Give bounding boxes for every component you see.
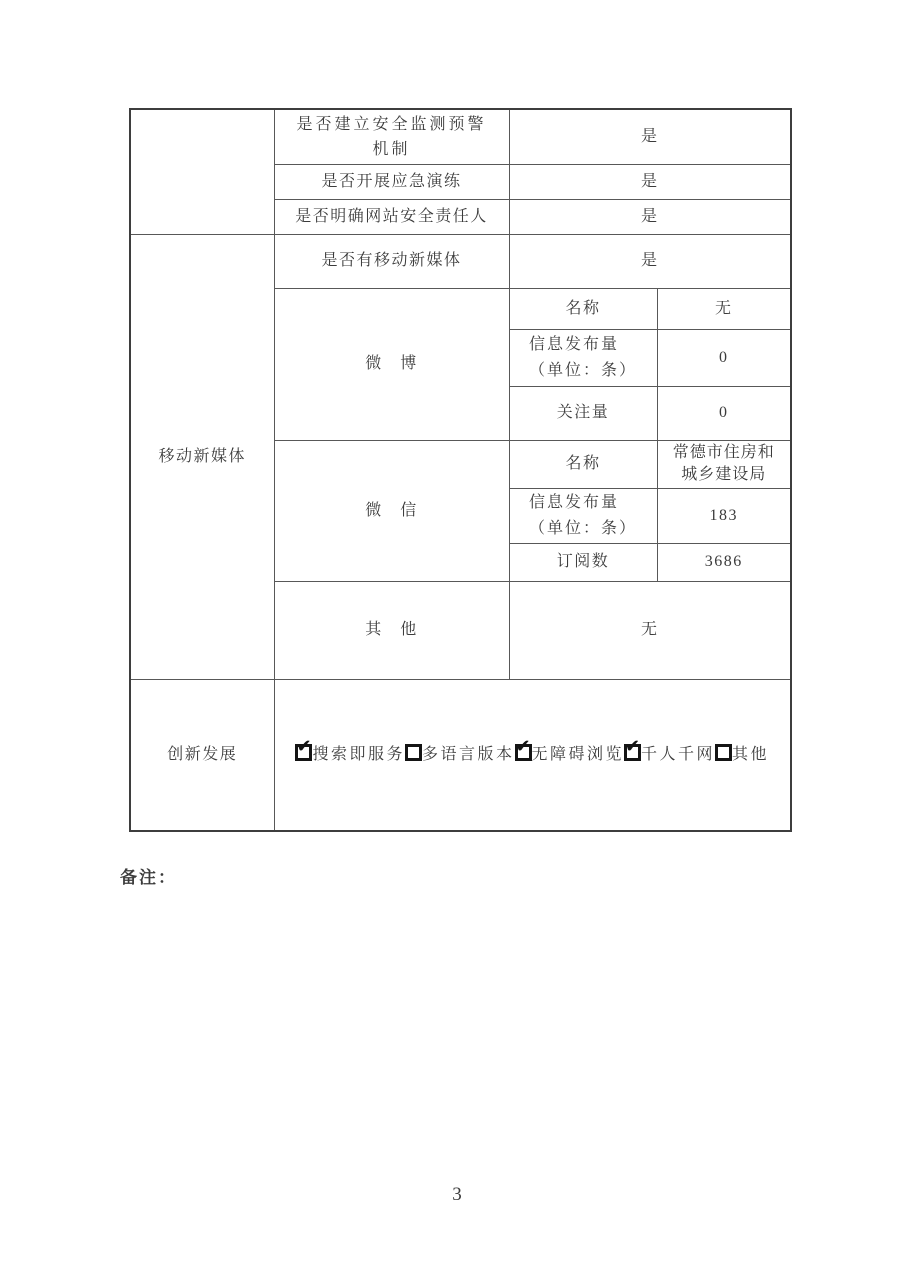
innovation-option-label: 多语言版本 xyxy=(421,745,515,763)
checkbox-checked-icon xyxy=(515,735,532,761)
note-label: 备注： xyxy=(120,868,177,887)
cell-security-officer-value: 是 xyxy=(509,199,791,234)
innovation-option-label: 无障碍浏览 xyxy=(531,745,625,763)
checkbox-unchecked-icon xyxy=(715,744,732,761)
wechat-volume-label-line1: 信息发布量 xyxy=(528,493,619,511)
cell-weibo-name-label: 名称 xyxy=(509,288,657,329)
cell-weibo-label: 微 博 xyxy=(274,288,509,440)
cell-security-monitor-label xyxy=(274,109,509,164)
cell-weibo-name-value: 无 xyxy=(657,288,791,329)
cell-weibo-followers-label: 关注量 xyxy=(509,386,657,440)
cell-innovation-category: 创新发展 xyxy=(130,679,274,831)
innovation-option-label: 搜索即服务 xyxy=(312,745,405,763)
cell-other-media-value: 无 xyxy=(509,581,791,679)
wechat-volume-label-line2: （单位：条） xyxy=(528,519,637,537)
weibo-volume-label-line2: （单位：条） xyxy=(528,361,637,379)
cell-has-mobile-media-value: 是 xyxy=(509,234,791,288)
wechat-volume-label-stack xyxy=(529,490,637,542)
cell-wechat-subscribe-value: 3686 xyxy=(657,543,791,581)
checkbox-checked-icon xyxy=(295,735,312,761)
check-icon: ✔ xyxy=(625,735,641,757)
cell-wechat-label: 微 信 xyxy=(274,440,509,581)
innovation-option-label: 其他 xyxy=(732,745,770,763)
check-icon: ✔ xyxy=(296,735,312,757)
cell-wechat-name-value xyxy=(657,440,791,488)
cell-wechat-volume-value: 183 xyxy=(657,488,791,543)
cell-innovation-options xyxy=(274,679,791,831)
cell-wechat-subscribe-label: 订阅数 xyxy=(509,543,657,581)
annual-report-table xyxy=(129,108,792,832)
security-monitor-label-line2: 机制 xyxy=(372,140,411,158)
wechat-name-value-line2: 城乡建设局 xyxy=(681,466,767,483)
innovation-option-label: 千人千网 xyxy=(641,745,716,763)
weibo-volume-label-line1: 信息发布量 xyxy=(528,335,619,353)
cell-weibo-volume-value: 0 xyxy=(657,329,791,386)
weibo-volume-label-stack xyxy=(529,332,637,384)
check-icon: ✔ xyxy=(515,735,531,757)
cell-emergency-drill-value: 是 xyxy=(509,164,791,199)
cell-has-mobile-media-label: 是否有移动新媒体 xyxy=(274,234,509,288)
cell-prev-category-empty xyxy=(130,109,274,234)
cell-emergency-drill-label: 是否开展应急演练 xyxy=(274,164,509,199)
checkbox-unchecked-icon xyxy=(405,744,422,761)
cell-weibo-volume-label xyxy=(509,329,657,386)
wechat-name-value-line1: 常德市住房和 xyxy=(672,444,775,461)
cell-other-media-label: 其 他 xyxy=(274,581,509,679)
cell-weibo-followers-value: 0 xyxy=(657,386,791,440)
cell-mobile-media-category: 移动新媒体 xyxy=(130,234,274,679)
security-monitor-label-line1: 是否建立安全监测预警 xyxy=(296,115,487,133)
cell-security-officer-label: 是否明确网站安全责任人 xyxy=(274,199,509,234)
cell-security-monitor-value: 是 xyxy=(509,109,791,164)
innovation-options xyxy=(295,735,770,763)
page-number: 3 xyxy=(452,1184,462,1205)
checkbox-checked-icon xyxy=(624,735,641,761)
cell-wechat-name-label: 名称 xyxy=(509,440,657,488)
cell-wechat-volume-label xyxy=(509,488,657,543)
